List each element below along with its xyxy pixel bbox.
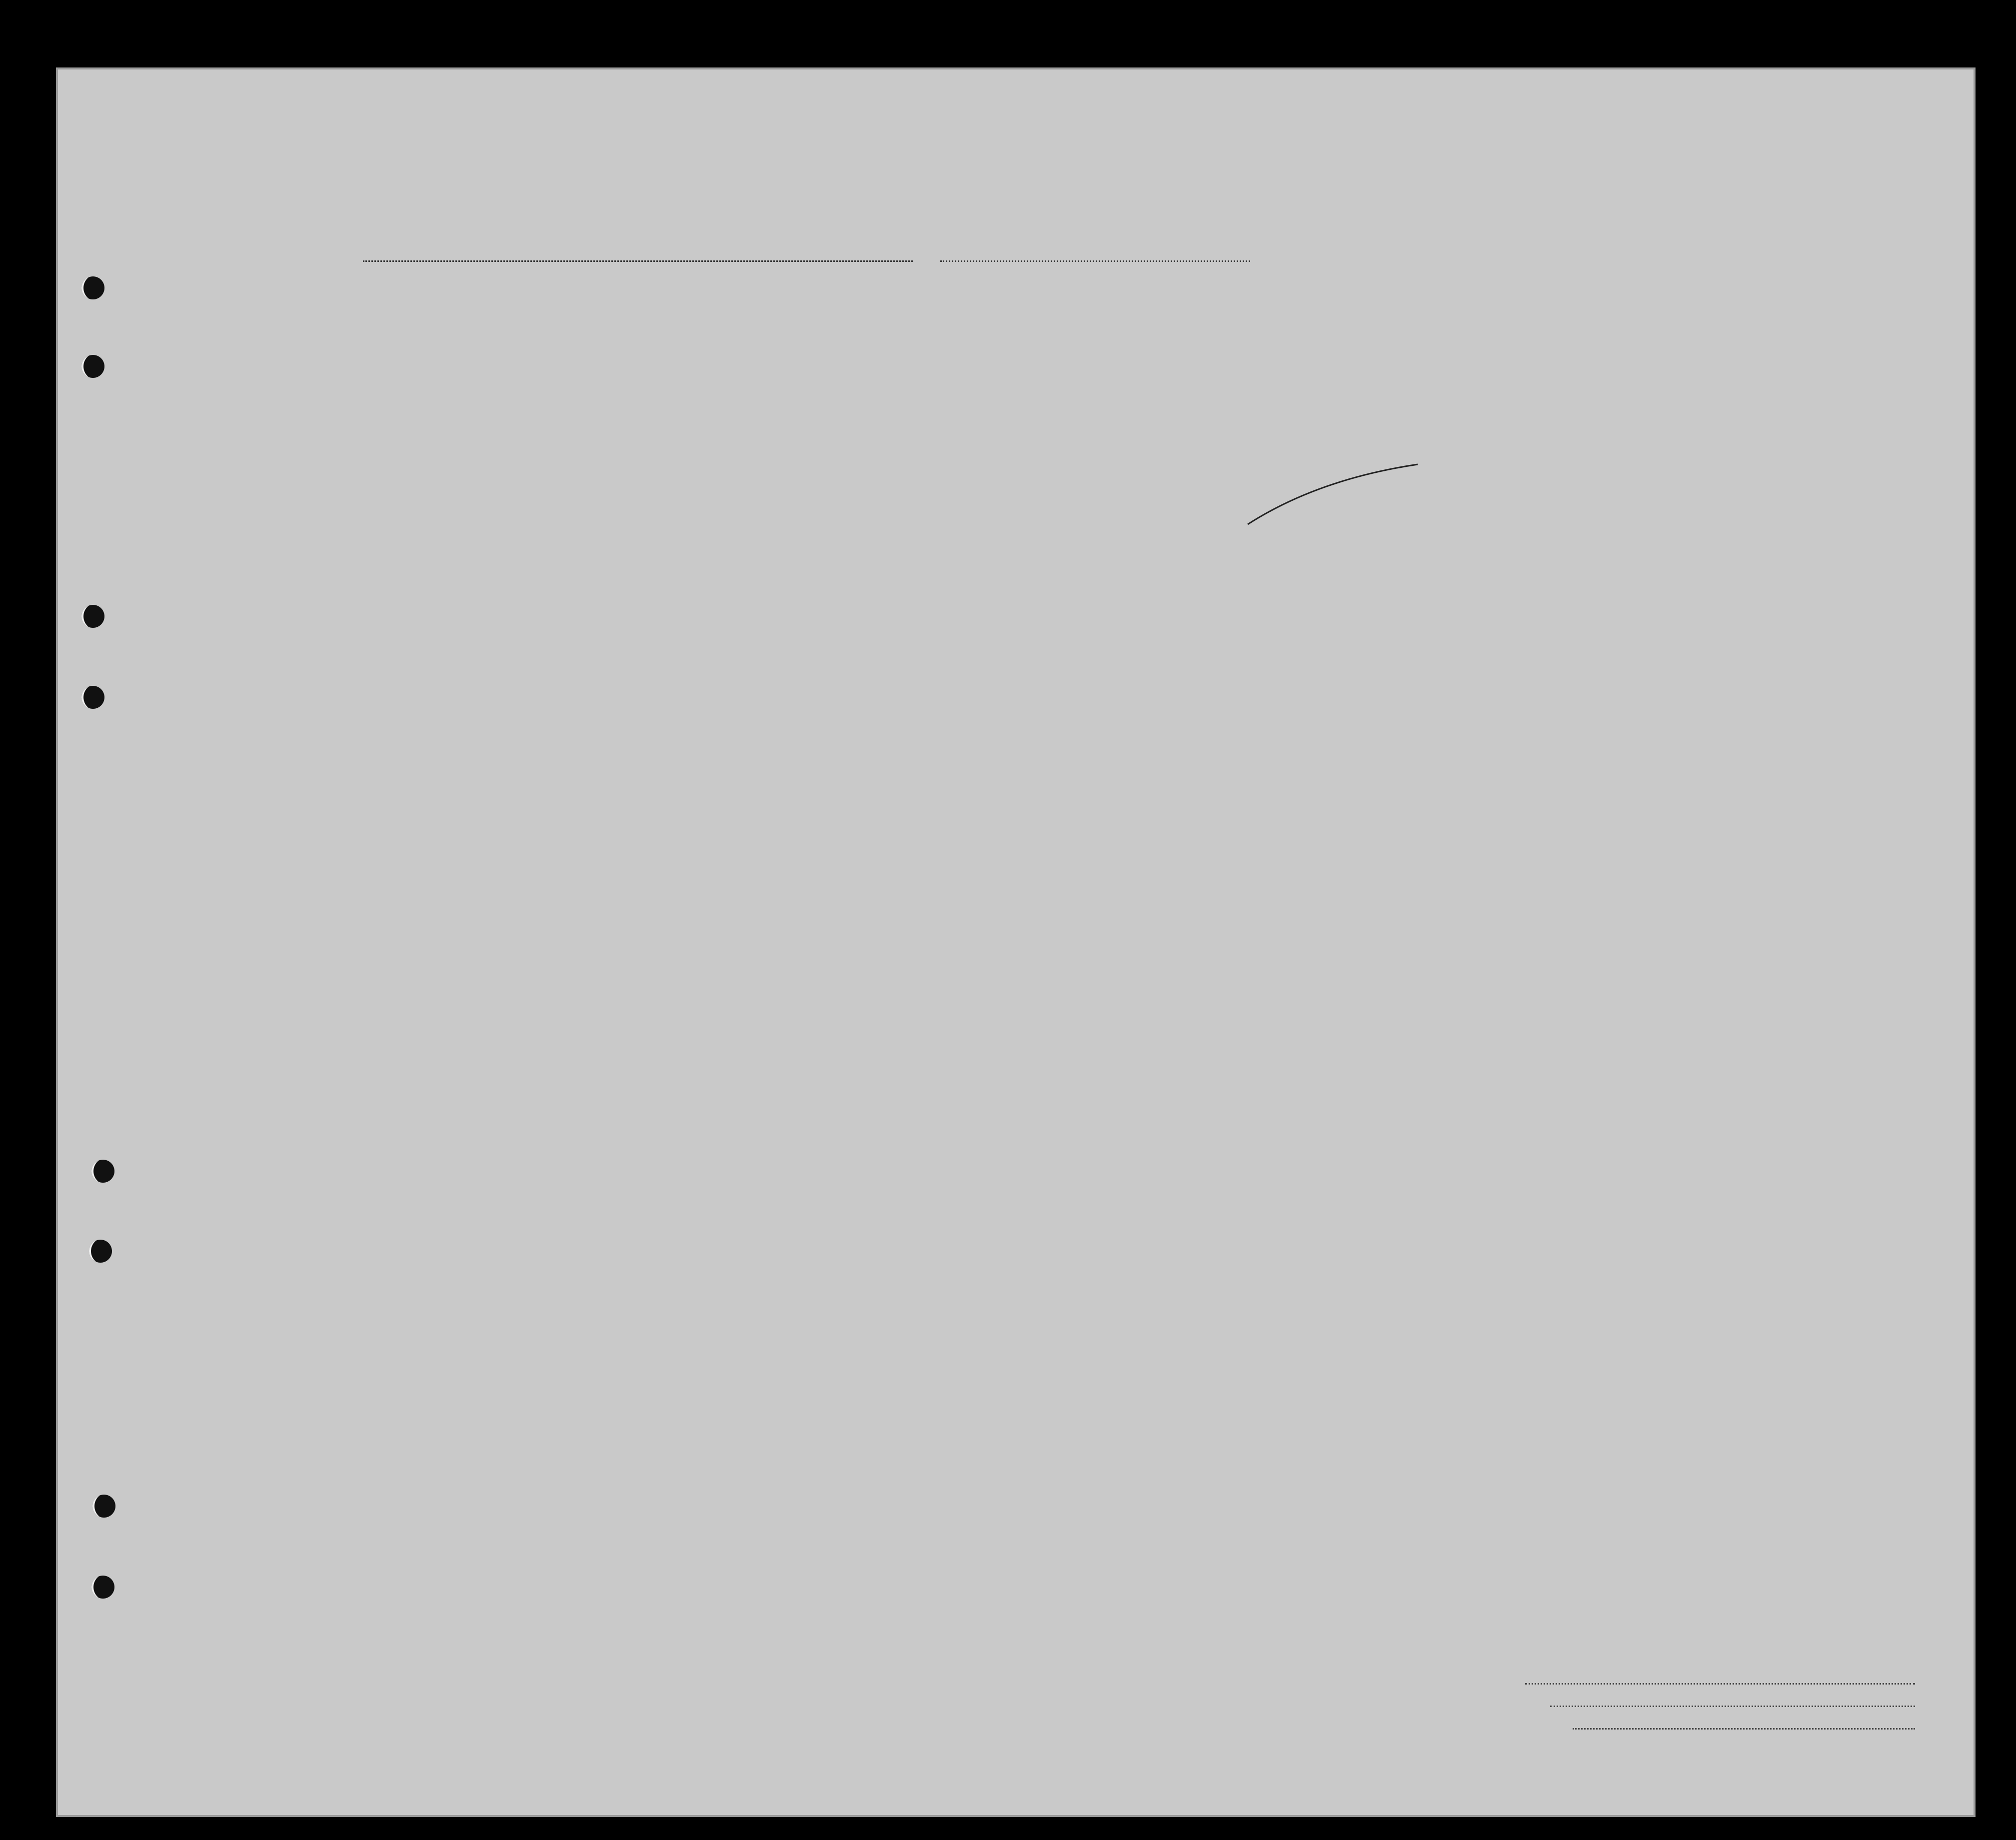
- binder-hole: [81, 355, 104, 378]
- footer-line-field: [1525, 1683, 1915, 1685]
- header-overthrow: [1398, 329, 1453, 469]
- binder-hole: [81, 686, 104, 709]
- binder-hole: [91, 1576, 114, 1599]
- header-purpose-citizen: [1263, 349, 1288, 469]
- manifest-sheet: [56, 67, 1976, 1817]
- header-offer: [1458, 329, 1498, 469]
- binder-hole: [92, 1495, 115, 1518]
- binder-hole: [81, 276, 104, 299]
- header-purpose-return: [1178, 349, 1211, 469]
- header-arrested: [1533, 329, 1548, 469]
- ditto-stroke: [1218, 459, 1428, 539]
- binder-hole: [91, 1160, 114, 1183]
- footer-owners-field: [1550, 1706, 1915, 1707]
- binder-hole: [81, 605, 104, 628]
- header-excluded: [1510, 329, 1525, 469]
- header-purpose-length: [1223, 349, 1248, 469]
- header-prison: [1300, 329, 1335, 469]
- footer-agents-field: [1573, 1728, 1915, 1730]
- form-grid: [58, 69, 1976, 1817]
- binder-hole: [89, 1240, 112, 1263]
